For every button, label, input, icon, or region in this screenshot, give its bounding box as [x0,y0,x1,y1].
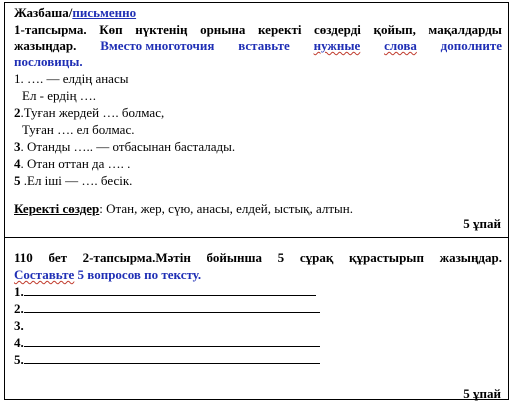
word: бет [48,250,67,265]
word: дополните [440,38,502,53]
word: 1-тапсырма. [14,22,87,37]
word: мақалдарды [428,22,502,37]
task2-instruction-line2 [14,267,201,283]
word: жазыңдар. [439,250,502,265]
proverb-item: 2.Туған жердей …. болмас, [14,105,165,120]
proverb-item: 1. …. — елдің анасы [14,71,129,86]
word: 5 [277,250,285,265]
task1-instruction-line1 [14,22,502,38]
header-ru: письменно [72,5,137,20]
word: вставьте [238,38,290,53]
proverb-item: 5 .Ел іші — …. бесік. [14,173,133,188]
word: 5 вопросов по тексту. [74,267,202,282]
answer-line-4[interactable]: 4. [14,335,320,351]
header-kz: Жазбаша/ [14,5,73,20]
proverb-item: Ел - ердің …. [22,88,97,103]
word: слова [384,38,417,53]
answer-line-2[interactable]: 2. [14,301,320,317]
proverb-item: Туған …. ел болмас. [22,122,135,137]
word: нүктенің [135,22,188,37]
keywords-line [14,201,353,217]
word: керекті [258,22,302,37]
word: 110 [14,250,33,265]
word: бойынша [206,250,262,265]
word: Көп [99,22,123,37]
keywords-text: : Отан, жер, сүю, анасы, елдей, ыстық, алтын. [99,201,353,216]
task1-instruction-line2 [14,38,502,54]
word: нужные [313,38,361,53]
proverb-item: 3. Отанды ….. — отбасынан басталады. [14,139,236,154]
word: Вместо многоточия [100,38,215,53]
section-divider [4,237,509,238]
task1-instruction-line3: пословицы. [14,54,83,69]
answer-line-1[interactable]: 1. [14,284,316,300]
word: орнына [200,22,246,37]
task2-instruction-line1 [14,250,502,266]
header-title [14,5,136,21]
word: 2-тапсырма.Мәтін [82,250,191,265]
keywords-label: Керекті сөздер [14,201,100,216]
task2-points: 5 ұпай [463,386,501,401]
word: сөздерді [314,22,361,37]
proverb-item: 4. Отан оттан да …. . [14,156,131,171]
answer-line-5[interactable]: 5. [14,352,320,368]
word: сұрақ [299,250,334,265]
word: жазыңдар. [14,38,77,53]
task1-points: 5 ұпай [463,216,501,231]
word: Составьте [14,267,75,282]
answer-line-3[interactable]: 3. [14,318,24,333]
word: құрастырып [349,250,424,265]
word: қойып, [373,22,416,37]
